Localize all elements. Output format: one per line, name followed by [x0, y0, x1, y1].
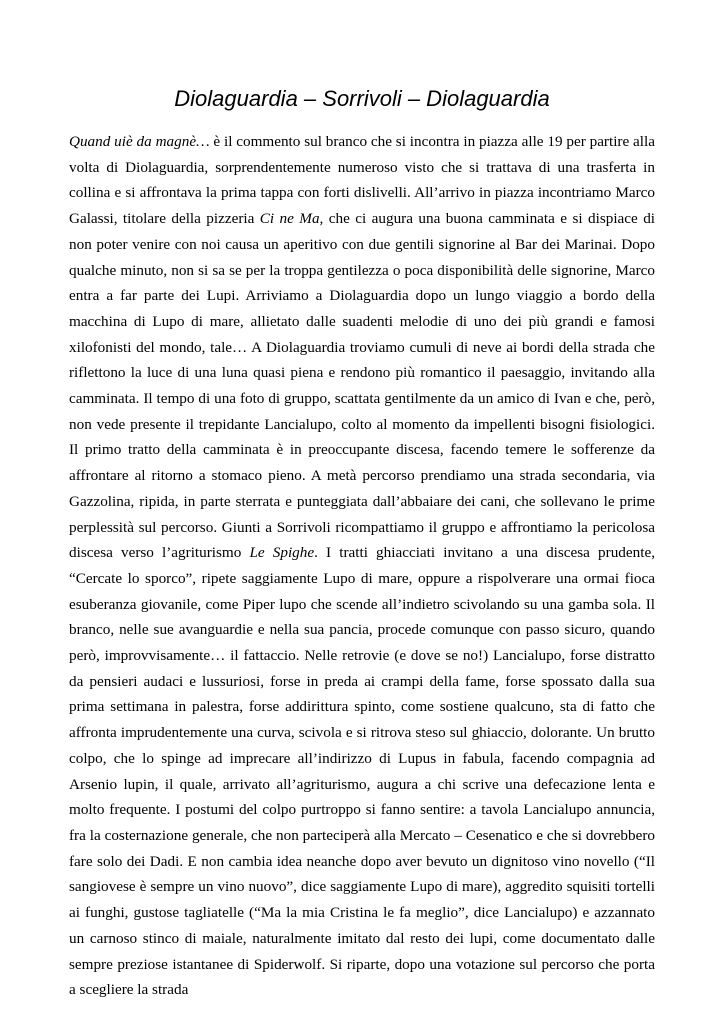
paragraph-segment: , che ci augura una buona camminata e si dispiace di non poter venire con noi causa un aperitivo con due gentili signorine al Bar dei Marinai. Dopo qualche minuto, non si sa se per la troppa gentilezza o poca disponibilità delle signorine, Marco entra a far parte dei Lupi. Arriviamo a Diolaguardia dopo un lungo viaggio a bordo della macchina di Lupo di mare, allietato dalle suadenti melodie di uno dei più grandi e famosi xilofonisti del mondo, tale… A Diolaguardia troviamo cumuli di neve ai bordi della strada che riflettono la luce di una luna quasi piena e rendono più romantico il paesaggio, invitando alla camminata. Il tempo di una foto di gruppo, scattata gentilmente da un amico di Ivan e che, però, non vede presente il trepidante Lancialupo, colto al momento da impellenti bisogni fisiologici. Il primo tratto della camminata è in preoccupante discesa, facendo temere le sofferenze da affrontare al ritorno a stomaco pieno. A metà percorso prendiamo una strada secondaria, via Gazzolina, ripida, in parte sterrata e punteggiata dall’abbaiare dei cani, che sollevano le prime perplessità sul percorso. Giunti a Sorrivoli ricompattiamo il gruppo e affrontiamo la pericolosa discesa verso l’agriturismo [69, 210, 656, 562]
paragraph-segment: . I tratti ghiacciati invitano a una discesa prudente, “Cercate lo sporco”, ripete saggiamente Lupo di mare, oppure a rispolverare una ormai fioca esuberanza giovanile, come Piper lupo che scende all’indietro scivolando su una gamba sola. Il branco, nelle sue avanguardie e nella sua pancia, procede comunque con passo sicuro, quando però, improvvisamente… il fattaccio. Nelle retrovie (e dove se no!) Lancialupo, forse distratto da pensieri audaci e lussuriosi, forse in preda ai crampi della fame, forse spossato dalla sua prima settimana in palestra, forse addirittura spinto, come sostiene qualcuno, sta di fatto che affronta imprudentemente una curva, scivola e si ritrova steso sul ghiaccio, dolorante. Un brutto colpo, che lo spinge ad imprecare all’indirizzo di Lupus in fabula, facendo compagnia ad Arsenio lupin, il quale, arrivato all’agriturismo, augura a chi scrive una defecazione lenta e molto frequente. I postumi del colpo purtroppo si fanno sentire: a tavola Lancialupo annuncia, fra la costernazione generale, che non parteciperà alla Mercato – Cesenatico e che si dovrebbero fare solo dei Dadi. E non cambia idea neanche dopo aver bevuto un dignitoso vino novello (“Il sangiovese è sempre un vino nuovo”, dice saggiamente Lupo di mare), aggredito squisiti tortelli ai funghi, gustose tagliatelle (“Ma la mia Cristina le fa meglio”, dice Lancialupo) e azzannato un carnoso stinco di maiale, naturalmente imitato dal resto dei lupi, come documentato dalle sempre preziose istantanee di Spiderwolf. Si riparte, dopo una votazione sul percorso che porta a scegliere la strada [69, 544, 655, 999]
paragraph-segment: è il commento sul branco che si incontra in piazza alle 19 per partire alla volta di Diolaguardia, sorprendentemente numeroso visto che si trattava di una trasferta in collina e si affrontava la prima tappa con forti dislivelli. All’arrivo in piazza incontriamo Marco Galassi, titolare della pizzeria [69, 133, 655, 228]
document-title: Diolaguardia – Sorrivoli – Diolaguardia [174, 86, 550, 111]
body-paragraph [69, 129, 655, 1003]
pizzeria-name: Ci ne Ma [259, 210, 320, 228]
paragraph-segment: Quand uiè da magnè… [69, 133, 210, 150]
agriturismo-name: Le Spighe [249, 544, 315, 562]
